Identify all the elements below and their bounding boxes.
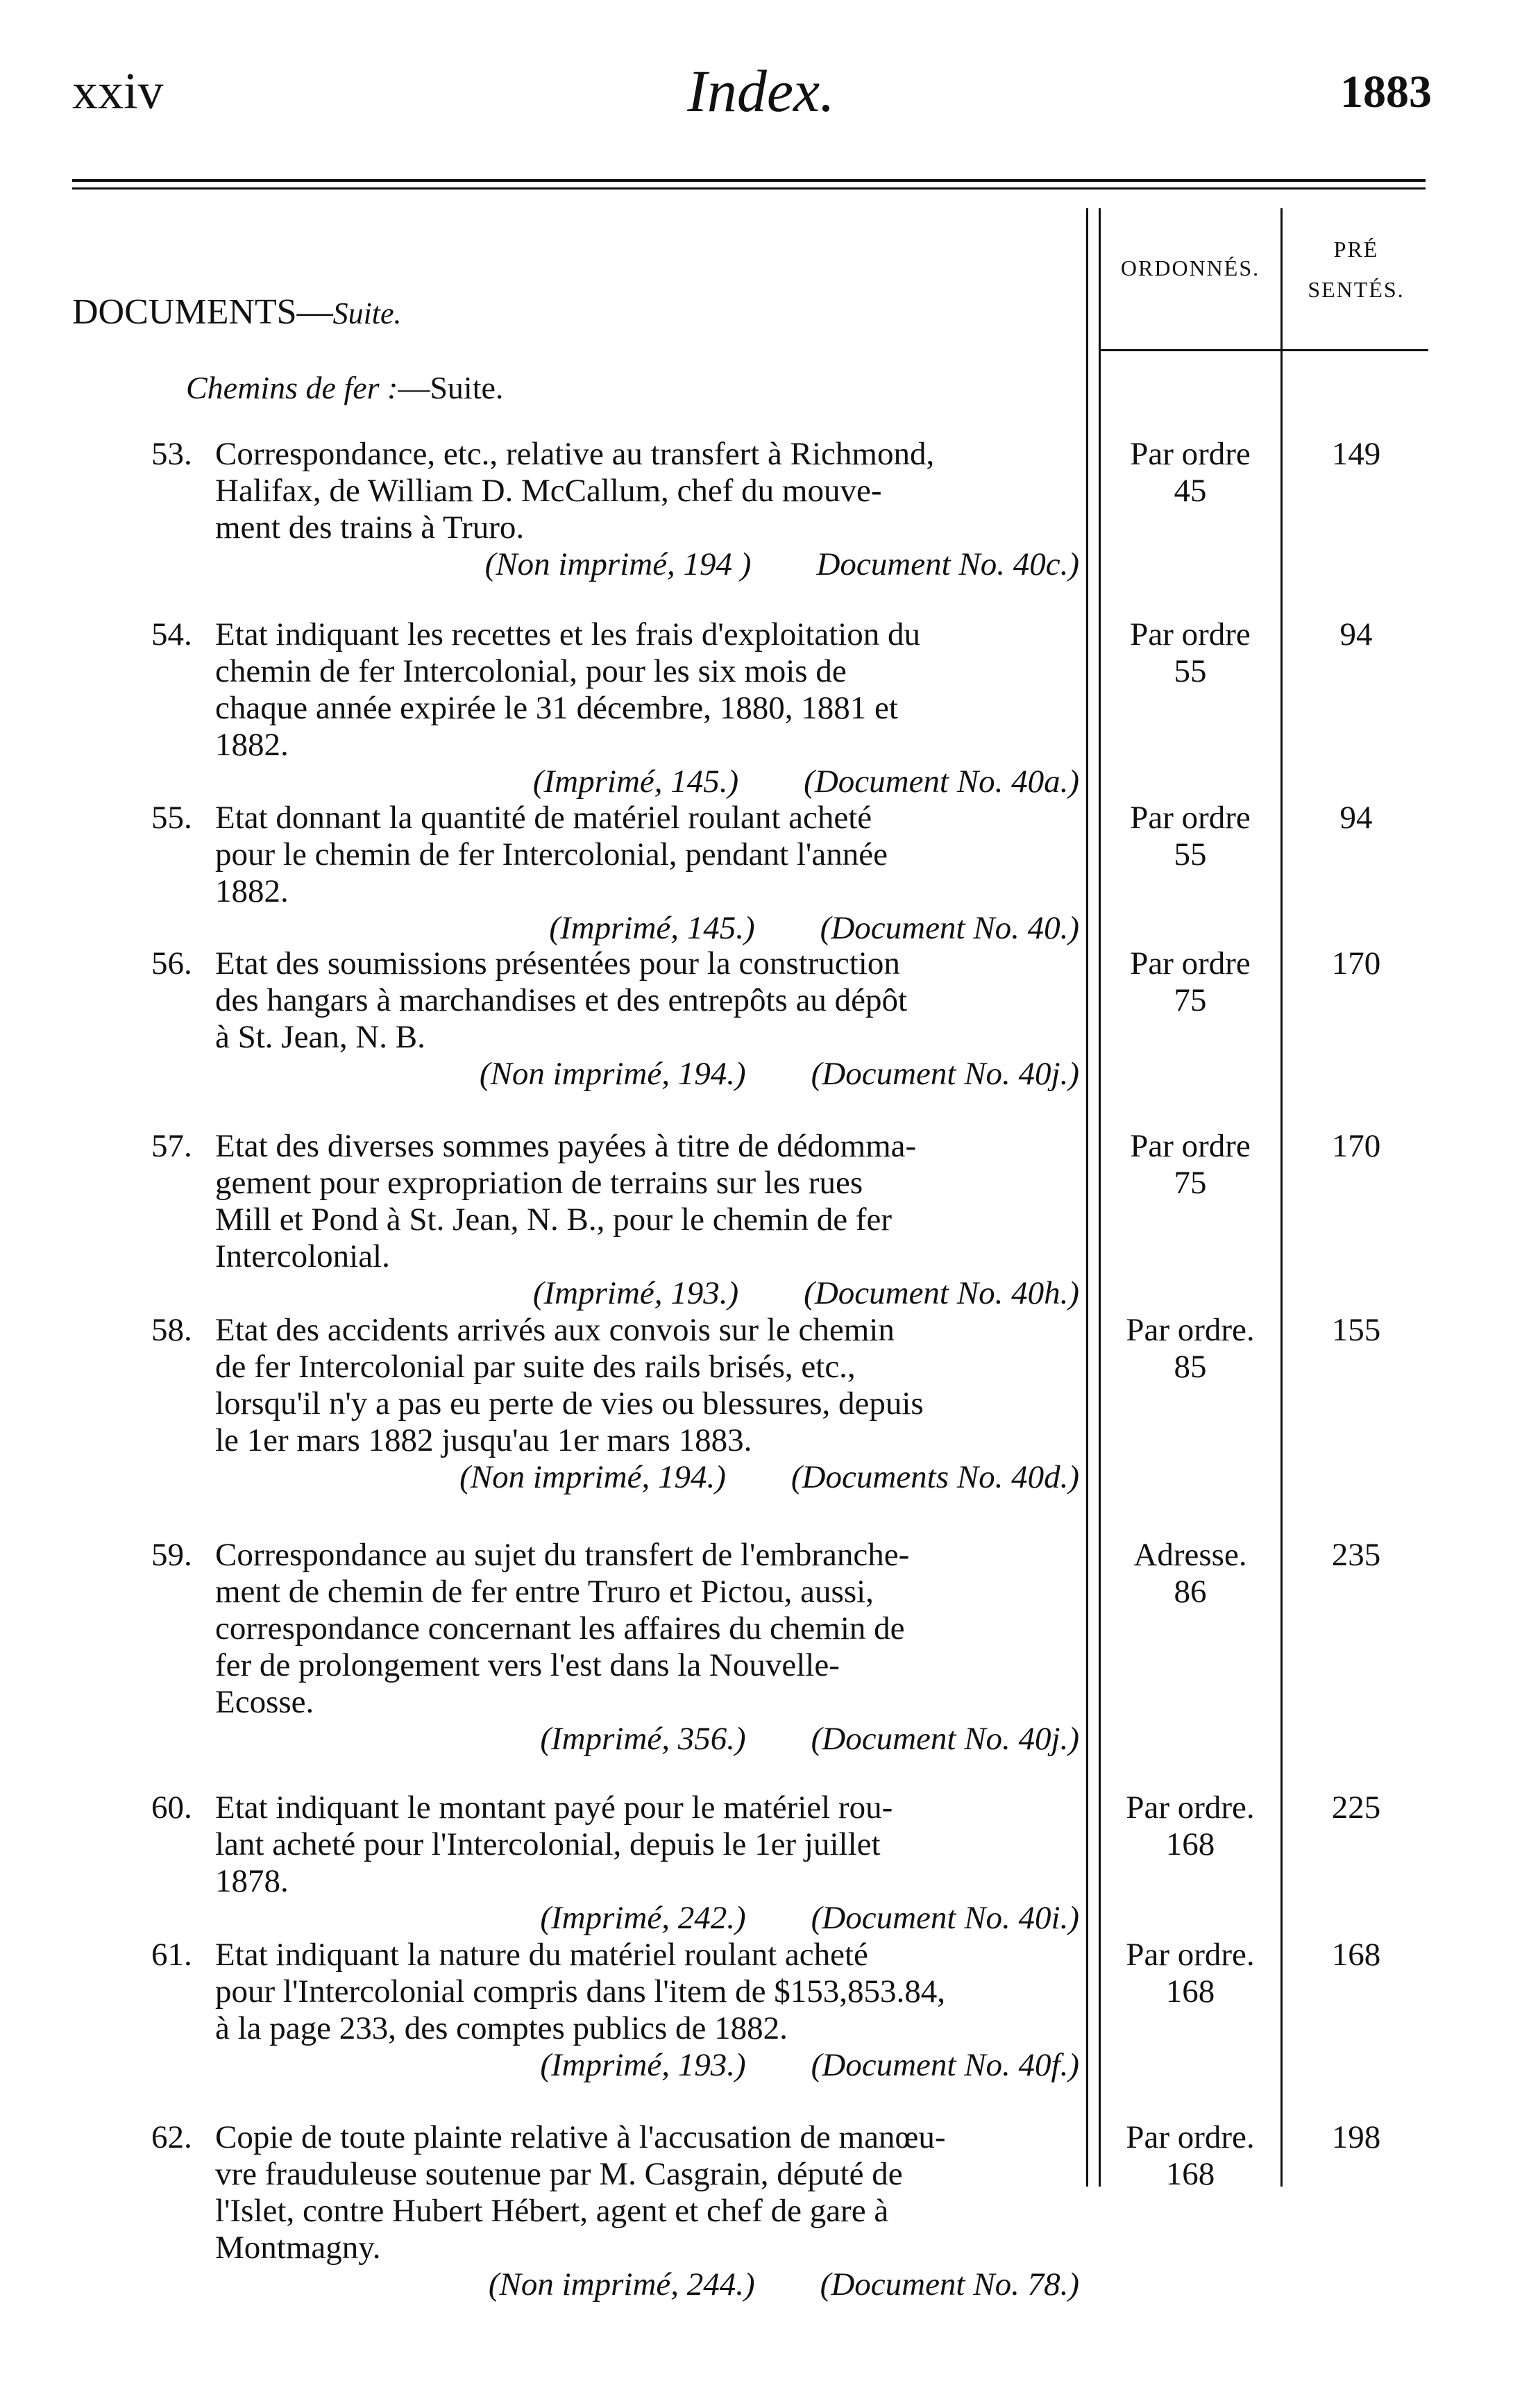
entry-line: 1882. (215, 873, 289, 909)
entry-line: Etat des diverses sommes payées à titre de dédomma- (215, 1128, 917, 1164)
entry-ordered (1100, 1937, 1280, 2010)
entry-number: 59. (151, 1537, 192, 1573)
entry-order-type: Par ordre (1130, 1128, 1251, 1164)
subsection-title-text: Chemins de fer : (186, 370, 398, 405)
entry-print-status: (Non imprimé, 194.) (459, 1459, 726, 1495)
entry-line: Etat des soumissions présentées pour la construction (215, 945, 900, 982)
entry-reference (215, 2266, 1079, 2303)
entry-order-number: 168 (1165, 1826, 1215, 1862)
entry-document-number: (Document No. 40f.) (811, 2047, 1079, 2083)
entry-description (215, 945, 1079, 1093)
presented-header-rule (1283, 349, 1428, 351)
entry-reference (215, 1459, 1079, 1496)
entry-presented: 168 (1331, 1937, 1381, 1973)
entry-document-number: (Document No. 78.) (820, 2266, 1079, 2302)
entry-presented: 170 (1331, 945, 1381, 982)
entry-line: correspondance concernant les affaires du chemin de (215, 1610, 905, 1647)
entry-order-number: 168 (1165, 2156, 1215, 2192)
entry-presented: 170 (1331, 1128, 1381, 1164)
entry-order-type: Par ordre (1130, 616, 1251, 652)
entry-line: 1878. (215, 1863, 289, 1899)
subsection-title-suite: —Suite. (398, 370, 504, 405)
entry-line: fer de prolongement vers l'est dans la Nouvelle- (215, 1647, 840, 1683)
entry-order-number: 75 (1174, 982, 1207, 1018)
entry-line: gement pour expropriation de terrains sur les rues (215, 1165, 863, 1201)
entry-line: pour l'Intercolonial compris dans l'item de $153,853.84, (215, 1973, 946, 2010)
entry-order-number: 86 (1174, 1574, 1207, 1610)
entry-number: 54. (151, 616, 192, 652)
column-divider-left (1086, 208, 1088, 2187)
entry-presented: 94 (1339, 616, 1373, 652)
entry-print-status: (Non imprimé, 244.) (488, 2266, 755, 2302)
entry-reference (215, 546, 1079, 583)
entry-line: des hangars à marchandises et des entrepôts au dépôt (215, 982, 908, 1018)
entry-line: Mill et Pond à St. Jean, N. B., pour le chemin de fer (215, 1202, 893, 1238)
entry-order-type: Par ordre (1130, 945, 1251, 982)
entry-reference (215, 1900, 1079, 1937)
entry-order-number: 75 (1174, 1165, 1207, 1201)
entry-line: le 1er mars 1882 jusqu'au 1er mars 1883. (215, 1422, 752, 1458)
entry-number: 55. (151, 800, 192, 836)
entry-reference (215, 2047, 1079, 2084)
entry-line: de fer Intercolonial par suite des rails brisés, etc., (215, 1349, 856, 1385)
entry-ordered (1100, 1128, 1280, 1202)
entry-ordered (1100, 1790, 1280, 1863)
entry-reference (215, 1056, 1079, 1093)
entry-ordered (1100, 945, 1280, 1019)
header-rule-bottom (72, 187, 1426, 190)
entry-line: à la page 233, des comptes publics de 1882. (215, 2010, 788, 2046)
entry-presented: 94 (1339, 800, 1373, 836)
entry-line: Correspondance au sujet du transfert de l'embranche- (215, 1537, 910, 1573)
entry-ordered (1100, 436, 1280, 510)
entry-line: Etat indiquant le montant payé pour le matériel rou- (215, 1790, 893, 1826)
column-divider-right (1280, 208, 1283, 2187)
entry-reference (215, 1275, 1079, 1312)
entry-number: 60. (151, 1790, 192, 1826)
entry-line: l'Islet, contre Hubert Hébert, agent et chef de gare à (215, 2193, 889, 2229)
entry-description (215, 1312, 1079, 1496)
entry-print-status: (Imprimé, 145.) (549, 910, 755, 946)
entry-presented: 155 (1331, 1312, 1381, 1348)
entry-document-number: (Document No. 40j.) (811, 1056, 1079, 1092)
entry-line: ment des trains à Truro. (215, 510, 525, 546)
entry-line: Intercolonial. (215, 1238, 390, 1274)
entry-line: Ecosse. (215, 1684, 314, 1720)
entry-print-status: (Imprimé, 193.) (532, 1275, 739, 1311)
entry-description (215, 2119, 1079, 2303)
entry-number: 57. (151, 1128, 192, 1164)
entry-document-number: (Document No. 40.) (820, 910, 1079, 946)
entry-number: 56. (151, 945, 192, 982)
entry-ordered (1100, 1312, 1280, 1386)
entry-order-type: Par ordre. (1126, 1790, 1255, 1826)
column-header-presented-line1: PRÉ (1333, 237, 1379, 262)
section-title (72, 292, 402, 332)
entry-number: 58. (151, 1312, 192, 1348)
entry-line: Halifax, de William D. McCallum, chef du mouve- (215, 473, 882, 509)
entry-print-status: (Non imprimé, 194 ) (484, 546, 752, 582)
entry-print-status: (Imprimé, 356.) (540, 1721, 746, 1757)
entry-description (215, 1128, 1079, 1312)
entry-line: pour le chemin de fer Intercolonial, pendant l'année (215, 836, 888, 873)
entry-reference (215, 1721, 1079, 1758)
entry-line: Etat indiquant la nature du matériel roulant acheté (215, 1937, 868, 1973)
entry-number: 61. (151, 1937, 192, 1973)
column-header-ordered: ORDONNÉS. (1120, 255, 1260, 280)
entry-description (215, 1537, 1079, 1758)
entry-line: lorsqu'il n'y a pas eu perte de vies ou blessures, depuis (215, 1386, 924, 1422)
entry-description (215, 1937, 1079, 2084)
header-rule-top (72, 179, 1426, 182)
entry-line: lant acheté pour l'Intercolonial, depuis le 1er juillet (215, 1826, 881, 1862)
entry-line: Etat indiquant les recettes et les frais d'exploitation du (215, 616, 921, 652)
entry-document-number: (Document No. 40j.) (811, 1721, 1079, 1757)
entry-print-status: (Imprimé, 193.) (540, 2047, 746, 2083)
entry-line: Copie de toute plainte relative à l'accusation de manœu- (215, 2119, 946, 2155)
entry-order-type: Par ordre. (1126, 1312, 1255, 1348)
entry-order-number: 85 (1174, 1349, 1207, 1385)
entry-document-number: Document No. 40c.) (816, 546, 1079, 582)
page-title: Index. (687, 58, 835, 124)
entry-order-type: Par ordre (1130, 436, 1251, 472)
ordered-header-rule (1099, 349, 1280, 351)
entry-number: 53. (151, 436, 192, 472)
entry-print-status: (Non imprimé, 194.) (479, 1056, 746, 1092)
entry-ordered (1100, 616, 1280, 690)
section-title-text: DOCUMENTS— (72, 292, 333, 332)
entry-line: chaque année expirée le 31 décembre, 1880, 1881 et (215, 690, 898, 726)
entry-description (215, 1790, 1079, 1937)
entry-document-number: (Document No. 40h.) (804, 1275, 1079, 1311)
entry-print-status: (Imprimé, 145.) (532, 764, 739, 800)
entry-line: Correspondance, etc., relative au transfert à Richmond, (215, 436, 935, 472)
page-number: xxiv (72, 63, 164, 120)
entry-line: vre frauduleuse soutenue par M. Casgrain, député de (215, 2156, 903, 2192)
entry-number: 62. (151, 2119, 192, 2155)
entry-reference (215, 764, 1079, 800)
entry-line: ment de chemin de fer entre Truro et Pictou, aussi, (215, 1574, 874, 1610)
entry-order-number: 55 (1174, 836, 1207, 873)
entry-ordered (1100, 2119, 1280, 2193)
entry-line: à St. Jean, N. B. (215, 1019, 425, 1055)
entry-reference (215, 910, 1079, 947)
entry-presented: 198 (1331, 2119, 1381, 2155)
entry-presented: 235 (1331, 1537, 1381, 1573)
section-title-suite: Suite. (332, 296, 402, 330)
entry-print-status: (Imprimé, 242.) (540, 1900, 746, 1936)
entry-description (215, 800, 1079, 947)
entry-ordered (1100, 800, 1280, 873)
entry-line: Etat des accidents arrivés aux convois sur le chemin (215, 1312, 895, 1348)
entry-order-number: 45 (1174, 473, 1207, 509)
column-header-presented-line2: SENTÉS. (1308, 277, 1405, 302)
entry-line: 1882. (215, 727, 289, 763)
entry-ordered (1100, 1537, 1280, 1610)
entry-presented: 149 (1331, 436, 1381, 472)
entry-description (215, 616, 1079, 800)
entry-line: Montmagny. (215, 2230, 381, 2266)
entry-order-number: 168 (1165, 1973, 1215, 2010)
entry-order-type: Par ordre. (1126, 2119, 1255, 2155)
entry-order-type: Par ordre. (1126, 1937, 1255, 1973)
entry-order-type: Par ordre (1130, 800, 1251, 836)
subsection-title (186, 369, 503, 406)
entry-order-number: 55 (1174, 653, 1207, 689)
entry-line: Etat donnant la quantité de matériel roulant acheté (215, 800, 872, 836)
entry-description (215, 436, 1079, 583)
entry-order-type: Adresse. (1133, 1537, 1247, 1573)
page-year: 1883 (1340, 67, 1432, 117)
entry-document-number: (Document No. 40a.) (804, 764, 1079, 800)
column-header-presented (1284, 229, 1428, 310)
entry-document-number: (Document No. 40i.) (811, 1900, 1079, 1936)
entry-presented: 225 (1331, 1790, 1381, 1826)
entry-document-number: (Documents No. 40d.) (790, 1459, 1079, 1495)
entry-line: chemin de fer Intercolonial, pour les six mois de (215, 653, 847, 689)
